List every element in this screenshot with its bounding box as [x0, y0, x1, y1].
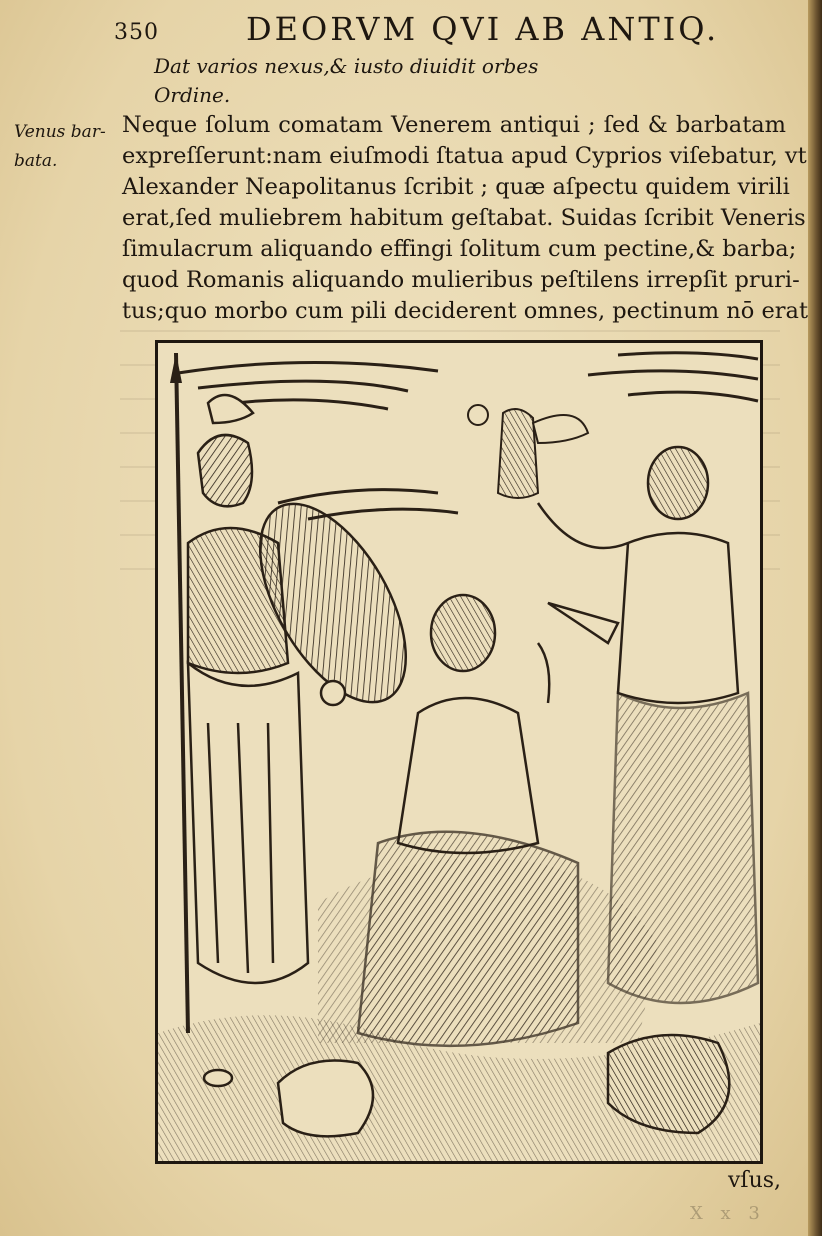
winged-victory-figure	[468, 405, 588, 498]
woodcut-three-goddesses-icon	[158, 343, 760, 1161]
running-head: DEORVM QVI AB ANTIQ.	[246, 10, 720, 48]
body-line-2: expreſſerunt:nam eiuſmodi ſtatua apud Cyprios viſebatur, vt	[122, 143, 807, 169]
body-paragraph	[122, 110, 808, 327]
verse-line-2: Ordine.	[154, 83, 231, 107]
woodcut-illustration	[155, 340, 763, 1164]
margin-note-line-1: Venus bar-	[14, 122, 106, 142]
verse-line-1: Dat varios nexus,& iusto diuidit orbes	[154, 54, 539, 78]
body-line-5: ſimulacrum aliquando effingi ſolitum cum pectine,& barba;	[122, 236, 797, 262]
margin-note	[14, 118, 114, 176]
body-line-3: Alexander Neapolitanus ſcribit ; quæ aſpectu quidem virili	[122, 174, 790, 200]
body-line-4: erat,ſed muliebrem habitum geſtabat. Suidas ſcribit Veneris	[122, 205, 806, 231]
body-line-7: tus;quo morbo cum pili deciderent omnes, pectinum nō erat	[122, 298, 808, 324]
signature-mark: X x 3	[690, 1203, 766, 1224]
margin-note-line-2: bata.	[14, 151, 58, 171]
page-number: 350	[114, 20, 159, 45]
body-line-1: Neque ſolum comatam Venerem antiqui ; ſed & barbatam	[122, 112, 786, 138]
book-gutter	[808, 0, 822, 1236]
body-line-6: quod Romanis aliquando mulieribus peſtilens irrepſit pruri-	[122, 267, 800, 293]
catchword: vſus,	[728, 1168, 782, 1193]
